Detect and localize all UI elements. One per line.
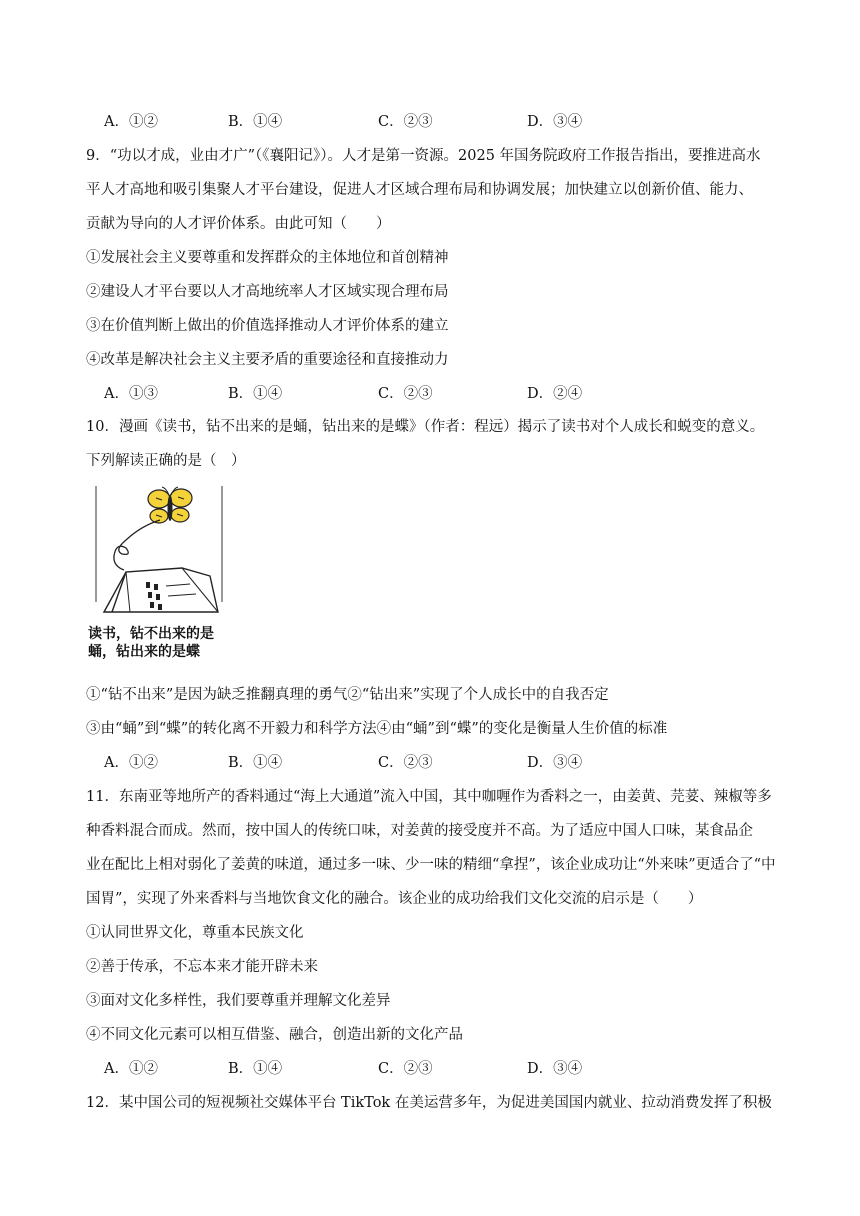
q11-item-2: ②善于传承，不忘本来才能开辟未来 xyxy=(86,959,318,975)
q9-item-3: ③在价值判断上做出的价值选择推动人才评价体系的建立 xyxy=(86,318,449,334)
q10-option-b[interactable]: B．①④ xyxy=(228,755,283,771)
q10-option-c[interactable]: C．②③ xyxy=(378,755,433,771)
q11-options xyxy=(104,1058,784,1080)
q11-option-d[interactable]: D．③④ xyxy=(527,1061,583,1077)
q9-option-b[interactable]: B．①④ xyxy=(228,386,283,402)
q9-stem-line-2: 平人才高地和吸引集聚人才平台建设，促进人才区域合理布局和协调发展；加快建立以创新价值、能力、 xyxy=(86,182,753,198)
q8-option-b[interactable]: B．①④ xyxy=(228,114,283,130)
q8-option-c[interactable]: C．②③ xyxy=(378,114,433,130)
q9-item-1: ①发展社会主义要尊重和发挥群众的主体地位和首创精神 xyxy=(86,250,449,266)
q11-stem-line-2: 种香料混合而成。然而，按中国人的传统口味，对姜黄的接受度并不高。为了适应中国人口味，某食品企 xyxy=(86,823,753,839)
q11-stem-line-1: 11．东南亚等地所产的香料通过“海上大通道”流入中国，其中咖喱作为香料之一，由姜黄、芫荽、辣椒等多 xyxy=(86,789,772,805)
book-icon xyxy=(104,568,218,612)
q8-options xyxy=(104,111,784,133)
q9-option-c[interactable]: C．②③ xyxy=(378,386,433,402)
q11-item-4: ④不同文化元素可以相互借鉴、融合，创造出新的文化产品 xyxy=(86,1027,463,1043)
q10-option-d[interactable]: D．③④ xyxy=(527,755,583,771)
q9-stem-line-3: 贡献为导向的人才评价体系。由此可知（ ） xyxy=(86,216,391,232)
q11-item-1: ①认同世界文化，尊重本民族文化 xyxy=(86,925,304,941)
butterfly-icon xyxy=(148,487,192,523)
cartoon-caption-line-2: 蛹，钻出来的是蝶 xyxy=(88,644,200,660)
q9-item-4: ④改革是解决社会主义主要矛盾的重要途径和直接推动力 xyxy=(86,352,449,368)
cartoon-illustration xyxy=(86,484,248,624)
q11-stem-line-3: 业在配比上相对弱化了姜黄的味道，通过多一味、少一味的精细“拿捏”，该企业成功让“外来味”更适合了“中 xyxy=(86,857,776,873)
q9-options xyxy=(104,383,784,405)
q9-option-d[interactable]: D．②④ xyxy=(527,386,583,402)
q11-item-3: ③面对文化多样性，我们要尊重并理解文化差异 xyxy=(86,993,391,1009)
q8-option-d[interactable]: D．③④ xyxy=(527,114,583,130)
q9-stem-line-1: 9．“功以才成，业由才广”（《襄阳记》）。人才是第一资源。2025 年国务院政府工作报告指出，要推进高水 xyxy=(86,148,761,164)
q10-cartoon-figure xyxy=(86,484,248,664)
q12-stem-line-1: 12．某中国公司的短视频社交媒体平台 TikTok 在美运营多年，为促进美国国内就业、拉动消费发挥了积极 xyxy=(86,1095,772,1111)
q9-option-a[interactable]: A．①③ xyxy=(104,386,158,402)
q10-item-line-2: ③由“蛹”到“蝶”的转化离不开毅力和科学方法④由“蛹”到“蝶”的变化是衡量人生价值的标准 xyxy=(86,721,668,737)
q10-options xyxy=(104,752,784,774)
q8-option-a[interactable]: A．①② xyxy=(104,114,158,130)
q11-option-b[interactable]: B．①④ xyxy=(228,1061,283,1077)
q10-stem-line-1: 10．漫画《读书，钻不出来的是蛹，钻出来的是蝶》（作者：程远）揭示了读书对个人成长和蜕变的意义。 xyxy=(86,419,765,435)
q10-option-a[interactable]: A．①② xyxy=(104,755,158,771)
q10-stem-line-2: 下列解读正确的是（ ） xyxy=(86,453,246,469)
q11-stem-line-4: 国胃”，实现了外来香料与当地饮食文化的融合。该企业的成功给我们文化交流的启示是（ ） xyxy=(86,891,703,907)
q11-option-c[interactable]: C．②③ xyxy=(378,1061,433,1077)
q10-item-line-1: ①“钻不出来”是因为缺乏推翻真理的勇气②“钻出来”实现了个人成长中的自我否定 xyxy=(86,687,609,703)
q11-option-a[interactable]: A．①② xyxy=(104,1061,158,1077)
cartoon-caption-line-1: 读书，钻不出来的是 xyxy=(88,626,214,642)
q9-item-2: ②建设人才平台要以人才高地统率人才区域实现合理布局 xyxy=(86,284,449,300)
